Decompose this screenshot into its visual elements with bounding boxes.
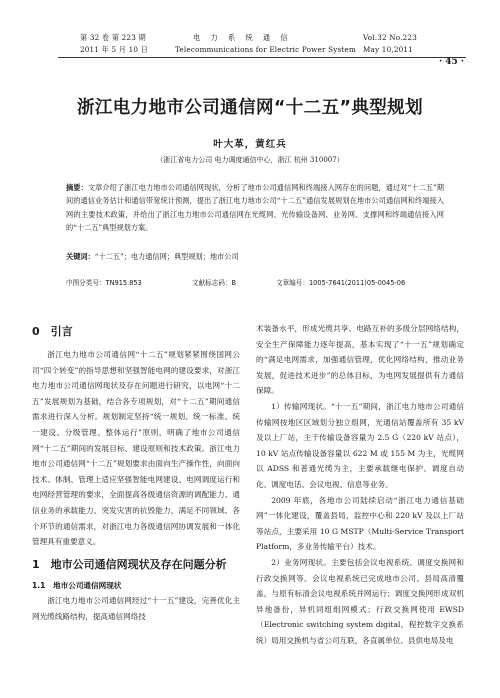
section-1-heading: 1 地市公司通信网现状及存在问题分析 <box>32 557 227 571</box>
document-code: 文献标志码：B <box>192 279 237 287</box>
keywords-text: “十二五”；电力通信网；典型规划；地市公司 <box>94 252 239 261</box>
left-column <box>32 323 240 625</box>
abstract <box>66 181 444 235</box>
abstract-text: 文章介绍了浙江电力地市公司通信网现状，分析了地市公司通信网和终端接入网存在的问题，通过对“十二五”期间的通信业务估计和通信带宽统计预测，提出了浙江电力地市公司“十二五”通信发展规划在地市公司通信网和终端接入网的主要技术政策，并给出了浙江电力地市公司通信网在光缆网、光传输设备网、业务网、支撑网和终端通信接入网的“十二五”典型规划方案。 <box>66 183 444 233</box>
authors: 叶大革，黄红兵 <box>213 139 287 150</box>
journal-name-en: Telecommunications for Electric Power System <box>175 45 356 54</box>
affiliation: （浙江省电力公司 电力调度通信中心，浙江 杭州 310007） <box>156 156 344 164</box>
journal-name-cn: 电 力 系 统 通 信 <box>193 33 292 42</box>
clc-number: 中图分类号：TN915.853 <box>66 279 142 287</box>
date-cn: 2011 年 5 月 10 日 <box>80 45 148 54</box>
right-paragraph-2: 1）传输网现状。“十一五”期间，浙江电力地市公司通信传输网按地区区域划分独立组网，光通信站覆盖所有 35 kV 及以上厂站，主干传输设备容量为 2.5 G（220 kV 站点），10 kV 站点传输设备容量以 622 M 或 155 M 为主，光缆网以 ADSS 和普通光缆为主，主要承载继电保护、调度自动化、调度电话、会议电视、信息等业务。 <box>256 401 464 489</box>
section-1-1-heading: 1.1 地市公司通信网现状 <box>32 580 122 590</box>
right-column <box>256 323 464 648</box>
right-paragraph-4: 2）业务网现状。主要包括会议电视系统、调度交换网和行政交换网等。会议电视系统已完成地市公司、县局高清覆盖，与原有标清会议电视系统并网运行；调度交换网形成双机异地备份，异机同组组网模式；行政交换网使用 EWSD（Electronic switching system digital，程控数字交换系统）局用交换机与省公司互联，各直属单位、县供电局及电 <box>256 557 464 645</box>
paper-title: 浙江电力地市公司通信网“十二五”典型规划 <box>76 98 423 118</box>
volume-cn: 第 32 卷 第 223 期 <box>80 33 146 42</box>
keywords-label: 关键词： <box>66 252 95 261</box>
keywords <box>66 252 444 262</box>
page-number: · 45 · <box>438 57 464 67</box>
header-rule <box>58 57 466 58</box>
article-number: 文章编号：1005-7641(2011)05-0045-06 <box>276 279 406 287</box>
section-0-paragraph: 浙江电力地市公司通信网“十二五”规划紧紧围绕国网公司“四个转变”的指导思想和坚强智能电网的建设要求，对浙江电力地市公司通信网现状及存在问题进行研究，以电网“十二五”发展规划为基础，结合各专项规划，对“十二五”期间通信需求进行深入分析。规划制定坚持“统一规划、统一标准、统一建设、分级管理、整体运行”原则，明确了地市公司通信网“十二五”期间的发展目标、建设原则和技术政策。浙江电力地市公司通信网“十二五”规划要求由面向生产操作性，向面向技术、体制、管理上适应坚强智能电网建设、电网调度运行和电网经营管理的要求，全面提高各级通信资源的调配能力、通信业务的承载能力、突发灾害的抗毁能力，满足不同领域、各个环节的通信需求，对浙江电力各级通信网协调发展和一体化管理具有重要意义。 <box>32 350 240 547</box>
body <box>0 323 500 698</box>
right-paragraph-3: 2009 年底，各地市公司陆续启动“浙江电力通信基础网”一体化建设，覆盖县局、监控中心和 220 kV 及以上厂站等站点，主要采用 10 G MSTP（Multi-Service Transport Platform，多业务传输平台）技术。 <box>256 495 464 552</box>
abstract-label: 摘要： <box>66 183 88 192</box>
section-0-heading: 0 引言 <box>32 325 73 338</box>
section-1-1-paragraph: 浙江电力地市公司通信网经过“十一五”建设，完善优化主网光缆线路结构，提高通信网络技 <box>32 596 240 621</box>
right-paragraph-1: 术装备水平，形成光缆共享、电路互补的多级分层网络结构，安全生产保障能力逐年提高，基本实现了“十一五”规划确定的“满足电网需求，加强通信管理，优化网络结构，推动业务发展，促进技术进步”的总体目标，为电网发展提供有力通信保障。 <box>256 324 464 396</box>
date-en: May 10,2011 <box>363 45 413 54</box>
volume-en: Vol.32 No.223 <box>363 33 417 42</box>
